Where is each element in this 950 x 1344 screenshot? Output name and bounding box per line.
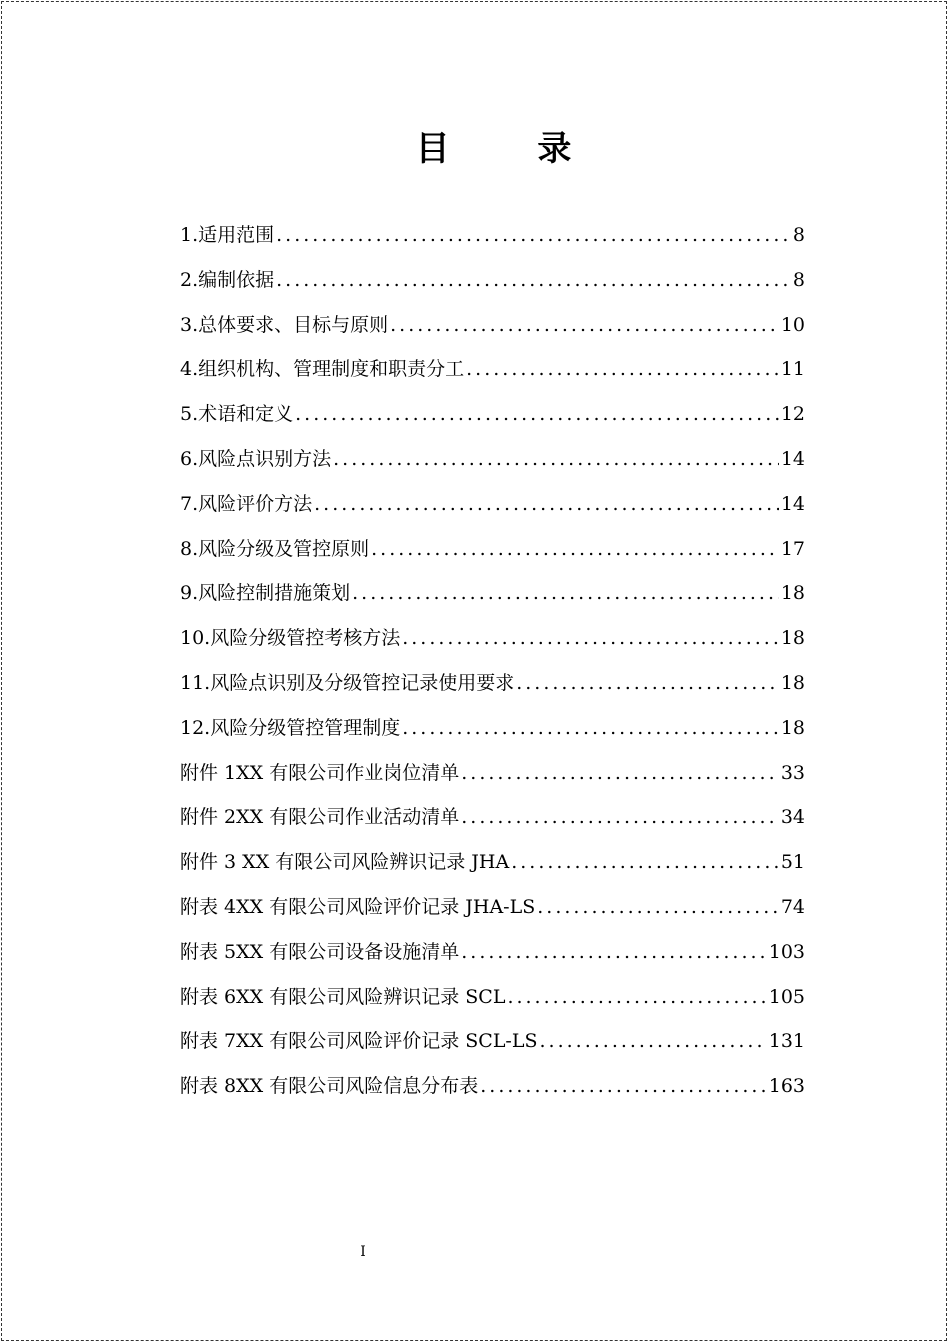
toc-entry[interactable] [180, 308, 805, 353]
toc-entry-label: 4.组织机构、管理制度和职责分工 [180, 358, 465, 381]
toc-entry[interactable] [180, 800, 805, 845]
toc-entry-label: 6.风险点识别方法 [180, 447, 332, 470]
toc-entry-label: 7.风险评价方法 [180, 492, 313, 515]
toc-entry-page: 105 [768, 985, 805, 1008]
dot-leader [507, 980, 766, 1014]
toc-entry-page: 18 [780, 582, 805, 605]
dot-leader [461, 800, 779, 834]
toc-entry[interactable] [180, 935, 805, 980]
toc-entry-label: 11.风险点识别及分级管控记录使用要求 [180, 671, 515, 694]
toc-entry-page: 163 [768, 1075, 805, 1098]
toc-entry[interactable] [180, 532, 805, 577]
toc-entry-page: 18 [780, 716, 805, 739]
dot-leader [461, 935, 767, 969]
toc-entry-page: 18 [780, 627, 805, 650]
dot-leader [511, 845, 779, 879]
toc-entry-label: 1.适用范围 [180, 224, 275, 246]
dot-leader [276, 263, 791, 297]
toc-entry[interactable] [180, 576, 805, 621]
dot-leader [516, 666, 779, 700]
toc-entry[interactable] [180, 756, 805, 801]
dot-leader [276, 218, 791, 252]
table-of-contents [180, 218, 805, 1114]
toc-entry-label: 附表 5XX 有限公司设备设施清单 [180, 940, 460, 963]
toc-entry-page: 8 [792, 224, 805, 246]
toc-entry-label: 8.风险分级及管控原则 [180, 537, 370, 560]
dot-leader [371, 532, 779, 566]
toc-entry-label: 10.风险分级管控考核方法 [180, 627, 401, 650]
toc-entry-label: 2.编制依据 [180, 268, 275, 291]
toc-entry-label: 附件 1XX 有限公司作业岗位清单 [180, 761, 460, 784]
toc-entry-page: 11 [780, 358, 805, 381]
toc-entry-label: 9.风险控制措施策划 [180, 582, 351, 605]
toc-entry[interactable] [180, 890, 805, 935]
toc-entry-label: 附表 6XX 有限公司风险辨识记录 SCL [180, 985, 506, 1008]
toc-entry-page: 14 [780, 447, 805, 470]
toc-entry-label: 附表 7XX 有限公司风险评价记录 SCL-LS [180, 1030, 538, 1053]
toc-entry[interactable] [180, 442, 805, 487]
toc-entry[interactable] [180, 621, 805, 666]
dot-leader [352, 576, 779, 610]
dot-leader [314, 487, 779, 521]
toc-entry-page: 10 [780, 313, 805, 336]
toc-entry[interactable] [180, 218, 805, 263]
toc-entry-page: 8 [792, 268, 805, 291]
page-title: 目 录 [415, 129, 610, 169]
toc-entry[interactable] [180, 845, 805, 890]
dot-leader [390, 308, 779, 342]
toc-entry[interactable] [180, 263, 805, 308]
toc-entry[interactable] [180, 711, 805, 756]
toc-entry-label: 5.术语和定义 [180, 403, 294, 426]
dot-leader [295, 397, 779, 431]
dot-leader [466, 352, 779, 386]
toc-entry-label: 附件 2XX 有限公司作业活动清单 [180, 806, 460, 829]
toc-entry[interactable] [180, 352, 805, 397]
dot-leader [537, 890, 779, 924]
toc-entry-page: 18 [780, 671, 805, 694]
dot-leader [333, 442, 779, 476]
toc-entry-page: 34 [780, 806, 805, 829]
toc-entry-label: 12.风险分级管控管理制度 [180, 716, 401, 739]
dot-leader [402, 711, 779, 745]
toc-entry-label: 附表 8XX 有限公司风险信息分布表 [180, 1075, 479, 1098]
toc-entry[interactable] [180, 666, 805, 711]
toc-entry[interactable] [180, 487, 805, 532]
toc-entry-page: 12 [780, 403, 805, 426]
toc-entry[interactable] [180, 1024, 805, 1069]
dot-leader [540, 1024, 767, 1058]
toc-entry[interactable] [180, 397, 805, 442]
toc-entry-page: 51 [780, 851, 805, 874]
toc-entry-page: 14 [780, 492, 805, 515]
toc-entry-page: 17 [780, 537, 805, 560]
toc-entry[interactable] [180, 1069, 805, 1114]
dot-leader [402, 621, 779, 655]
toc-entry-page: 74 [780, 895, 805, 918]
toc-entry-label: 3.总体要求、目标与原则 [180, 313, 389, 336]
toc-entry-label: 附表 4XX 有限公司风险评价记录 JHA-LS [180, 895, 536, 918]
dot-leader [480, 1069, 767, 1103]
toc-entry-page: 33 [780, 761, 805, 784]
page-number: I [360, 1244, 366, 1260]
toc-entry[interactable] [180, 980, 805, 1025]
toc-entry-label: 附件 3 XX 有限公司风险辨识记录 JHA [180, 851, 510, 874]
toc-entry-page: 131 [768, 1030, 805, 1053]
dot-leader [461, 756, 779, 790]
toc-entry-page: 103 [768, 940, 805, 963]
